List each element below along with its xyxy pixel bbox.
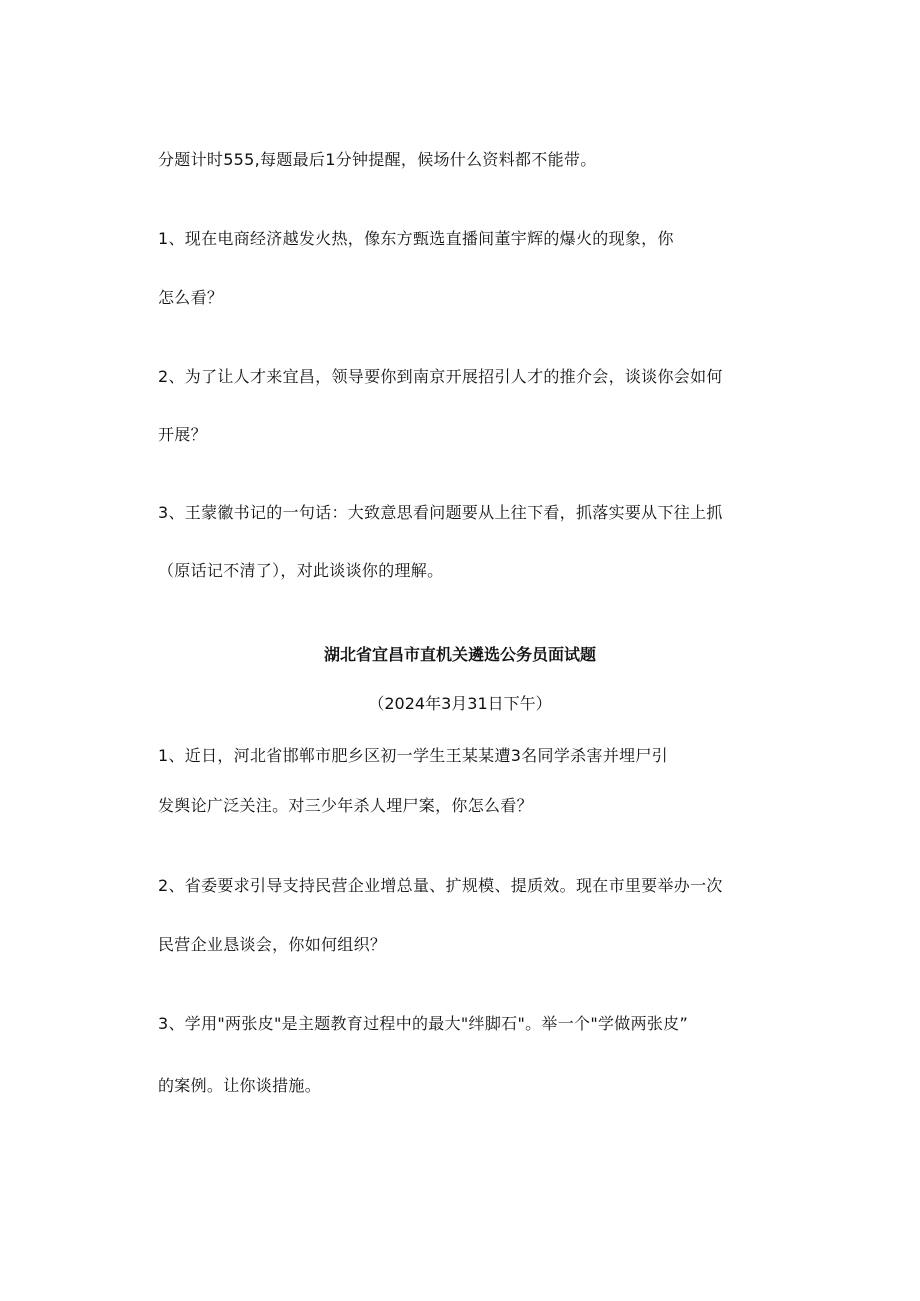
question-3-line-2: （原话记不清了），对此谈谈你的理解。 <box>158 561 444 580</box>
question-1-line-2: 怎么看？ <box>158 288 224 307</box>
section-subtitle: （2024年3月31日下午） <box>368 694 552 713</box>
question-3-line-1: 3、王蒙徽书记的一句话：大致意思看问题要从上往下看，抓落实要从下往上抓 <box>158 503 723 522</box>
question-5-line-1: 2、省委要求引导支持民营企业增总量、扩规模、提质效。现在市里要举办一次 <box>158 876 723 895</box>
question-4-line-1: 1、近日，河北省邯郸市肥乡区初一学生王某某遭3名同学杀害并埋尸引 <box>158 746 668 765</box>
question-6-line-2: 的案例。让你谈措施。 <box>158 1076 322 1095</box>
question-5-line-2: 民营企业恳谈会，你如何组织？ <box>158 935 387 954</box>
question-4-line-2: 发舆论广泛关注。对三少年杀人埋尸案，你怎么看？ <box>158 796 533 815</box>
question-1-line-1: 1、现在电商经济越发火热，像东方甄选直播间董宇辉的爆火的现象，你 <box>158 229 674 248</box>
section-title: 湖北省宜昌市直机关遴选公务员面试题 <box>323 645 596 664</box>
question-6-line-1: 3、学用"两张皮"是主题教育过程中的最大"绊脚石"。举一个"学做两张皮” <box>158 1014 689 1033</box>
question-2-line-2: 开展？ <box>158 425 207 444</box>
question-2-line-1: 2、为了让人才来宜昌，领导要你到南京开展招引人才的推介会，谈谈你会如何 <box>158 367 723 386</box>
intro-text: 分题计时555,每题最后1分钟提醒，候场什么资料都不能带。 <box>158 150 597 169</box>
